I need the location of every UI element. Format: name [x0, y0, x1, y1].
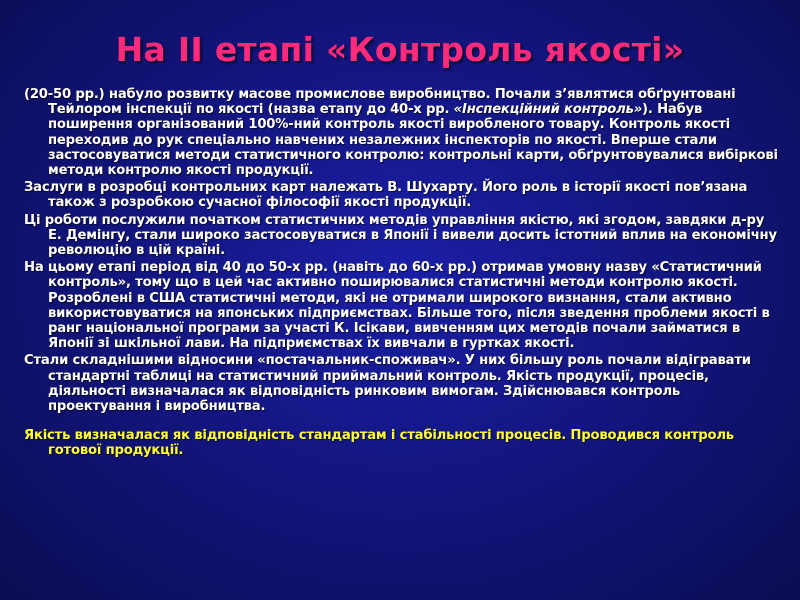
slide-body [24, 87, 782, 461]
paragraph-stage-intro [24, 87, 782, 178]
paragraph-stage-intro-text-b: ). Набув поширення організований 100%-ний контроль якості виробленого товару. Контроль якості переходив до рук спеціально навчених незалежних інспекторів по якості. Вперше стали застосовуватися методи статистичного контролю: контрольні карти, обґрунтовувалися вибіркові методи контролю якості продукції. [48, 102, 778, 179]
paragraph-summary-highlight: Якість визначалася як відповідність стандартам і стабільності процесів. Проводився контроль готової продукції. [24, 428, 734, 459]
paragraph-stage-intro-text-a: (20-50 рр.) набуло розвитку масове промислове виробництво. Почали з’являтися обґрунтовані Тейлором інспекції по якості (назва етапу до 40-х рр. [24, 87, 736, 118]
paragraph-deming: Ці роботи послужили початком статистичних методів управління якістю, які згодом, завдяки д-ру Е. Демінгу, стали широко застосовуватися в Японії і вивели досить істотний вплив на економічну революцію в цій країні. [24, 212, 777, 259]
paragraph-statistical-control: На цьому етапі період від 40 до 50-х рр. (навіть до 60-х рр.) отримав умовну назву «Статистичний контроль», тому що в цей час активно поширювалися статистичні методи контролю якості. Розроблені в США статистичні методи, які не отримали широкого визнання, стали активно використовуватися на японських підприємствах. Більше того, після зведення проблеми якості в ранг національної програми за участі К. Ісікави, вивченням цих методів почали займатися в Японії зі шкільної лави. На підприємствах їх вивчали в гуртках якості. [24, 260, 770, 352]
paragraph-supplier-consumer: Стали складнішими відносини «постачальник-споживач». У них більшу роль почали відігравати стандартні таблиці на статистичний приймальний контроль. Якість продукції, процесів, діяльності визначалася як відповідність ринковим вимогам. Здійснювався контроль проектування і виробництва. [24, 353, 751, 415]
slide-title: На ІІ етапі «Контроль якості» [115, 30, 685, 69]
paragraph-shewhart: Заслуги в розробці контрольних карт належать В. Шухарту. Його роль в історії якості пов’язана також з розробкою сучасної філософії якості продукції. [24, 180, 748, 211]
inspection-control-term: «Інспекційний контроль» [453, 102, 643, 118]
